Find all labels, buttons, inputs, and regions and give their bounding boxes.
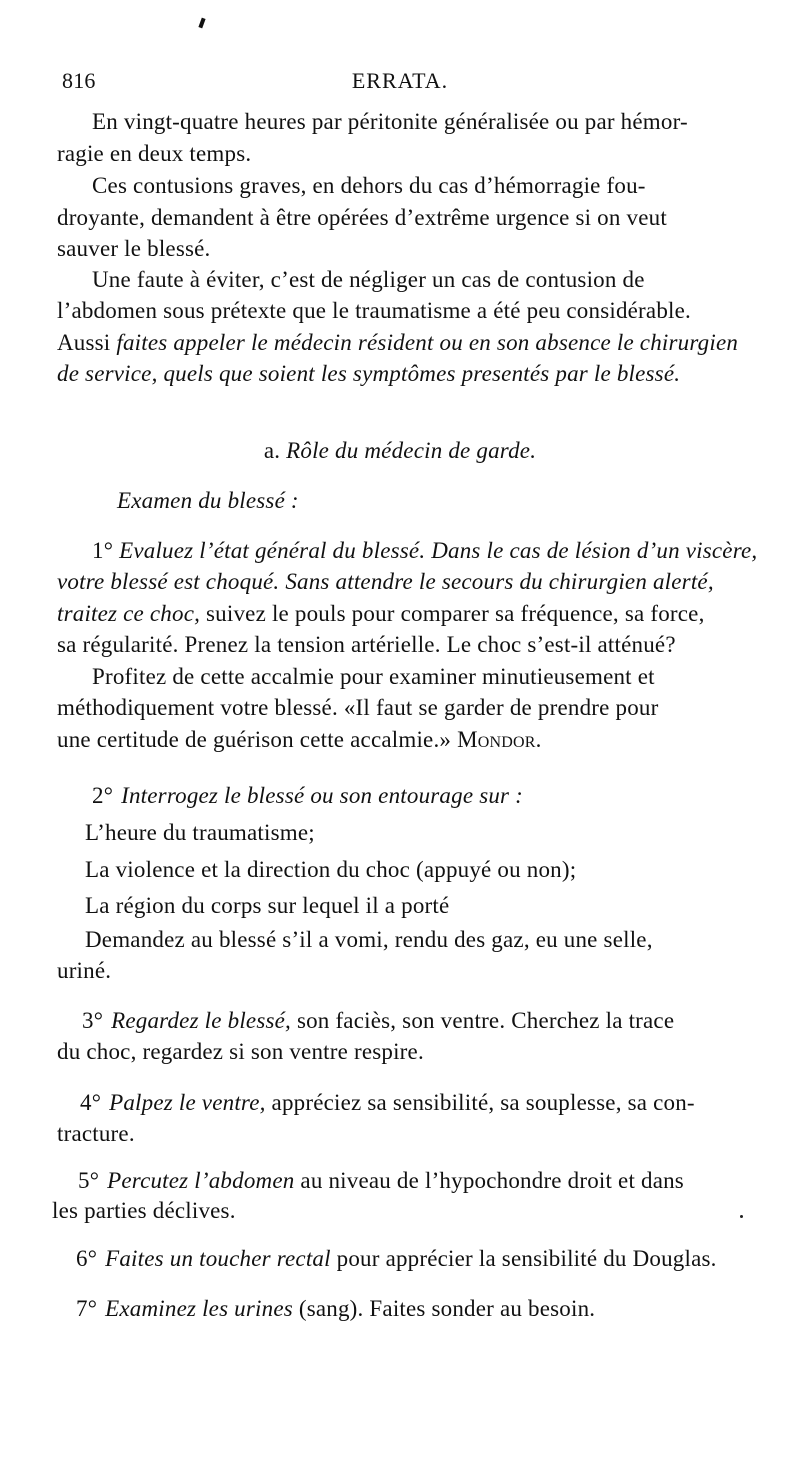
para3-line2: l’abdomen sous prétexte que le traumatisme a été peu considérable. (57, 298, 691, 323)
item4-line2: tracture. (57, 1121, 135, 1146)
item4-number: 4° (80, 1090, 102, 1115)
item1-line3-italic: traitez ce choc, (57, 601, 201, 626)
item6-line1-italic: Faites un toucher rectal (105, 1246, 331, 1271)
item1-line4: sa régularité. Prenez la tension artérielle. Le choc s’est-il atténué? (57, 632, 676, 657)
para2-line3: sauver le blessé. (57, 236, 211, 261)
para1-line2: ragie en deux temps. (57, 141, 252, 166)
subsection-title: Examen du blessé : (117, 488, 299, 513)
item3-line2: du choc, regardez si son ventre respire. (57, 1039, 424, 1064)
item5-line1-italic: Percutez l’abdomen (107, 1168, 295, 1193)
item1-author: Mondor. (457, 727, 542, 752)
item2-line1: L’heure du traumatisme; (85, 820, 315, 845)
item1-line3 (57, 599, 705, 629)
section-prefix: a. (263, 438, 281, 463)
item6-line1-plain: pour apprécier la sensibilité du Douglas. (336, 1246, 717, 1271)
item5-line1-plain: au niveau de l’hypochondre droit et dans (300, 1168, 684, 1193)
para3-line1: Une faute à éviter, c’est de négliger un cas de contusion de (92, 267, 645, 292)
item1-line3-plain: suivez le pouls pour comparer sa fréquence, sa force, (206, 601, 705, 626)
para3-line4: de service, quels que soient les symptômes presentés par le blessé. (57, 361, 681, 386)
para2-line2: droyante, demandent à être opérées d’extrême urgence si on veut (57, 205, 667, 230)
item2-line3: La région du corps sur lequel il a porté (85, 893, 450, 918)
item5-line2: les parties déclives. (52, 1198, 236, 1223)
item1-line1 (92, 536, 757, 566)
item4-line1-plain: appréciez sa sensibilité, sa souplesse, sa con- (271, 1090, 695, 1115)
item1-line7-text: une certitude de guérison cette accalmie.» (57, 727, 452, 752)
ink-speck (740, 1215, 743, 1218)
para1-line1: En vingt-quatre heures par péritonite généralisée ou par hémor- (92, 109, 688, 134)
item5-number: 5° (78, 1168, 100, 1193)
ink-mark (198, 18, 205, 29)
item3-number: 3° (82, 1008, 104, 1033)
item7-number: 7° (76, 1296, 98, 1321)
item1-line6: méthodiquement votre blessé. «Il faut se garder de prendre pour (57, 695, 659, 720)
para3-line3-italic: faites appeler le médecin résident ou en son absence le chirurgien (116, 330, 739, 355)
section-heading (0, 436, 800, 466)
item2-line2: La violence et la direction du choc (appuyé ou non); (85, 857, 577, 882)
item7-line1 (76, 1294, 595, 1324)
page-number: 816 (62, 68, 96, 93)
item4-line1-italic: Palpez le ventre, (109, 1090, 266, 1115)
item1-line1-italic: Evaluez l’état général du blessé. Dans le cas de lésion d’un viscère, (119, 538, 758, 563)
item1-line7 (57, 725, 542, 755)
item2-intro-italic: Interrogez le blessé ou son entourage sur : (121, 783, 524, 808)
item3-line1-italic: Regardez le blessé, (111, 1008, 291, 1033)
item2-line4: Demandez au blessé s’il a vomi, rendu des gaz, eu une selle, (85, 927, 653, 952)
item5-line1 (78, 1166, 684, 1196)
item1-number: 1° (92, 538, 114, 563)
item1-line2: votre blessé est choqué. Sans attendre le secours du chirurgien alerté, (57, 569, 714, 594)
running-title: ERRATA. (351, 68, 449, 93)
item2-intro (92, 781, 523, 811)
para2-line1: Ces contusions graves, en dehors du cas d’hémorragie fou- (92, 173, 646, 198)
item4-line1 (80, 1088, 695, 1118)
item3-line1-plain: son faciès, son ventre. Cherchez la trace (296, 1008, 675, 1033)
item7-line1-italic: Examinez les urines (105, 1296, 293, 1321)
item1-line5: Profitez de cette accalmie pour examiner minutieusement et (92, 664, 655, 689)
item2-line5: uriné. (57, 958, 112, 983)
item2-number: 2° (92, 783, 114, 808)
item7-line1-plain: (sang). Faites sonder au besoin. (298, 1296, 596, 1321)
item3-line1 (82, 1006, 674, 1036)
para3-line3 (57, 328, 738, 358)
section-title: Rôle du médecin de garde. (286, 438, 537, 463)
item6-line1 (76, 1244, 717, 1274)
item6-number: 6° (76, 1246, 98, 1271)
para3-line3-plain: Aussi (57, 330, 111, 355)
